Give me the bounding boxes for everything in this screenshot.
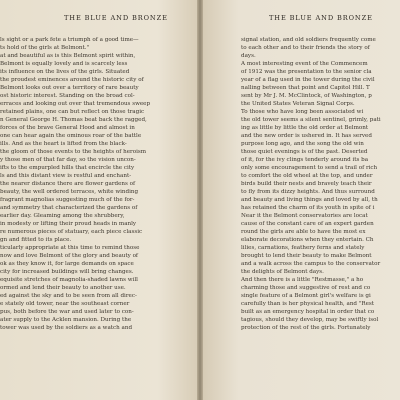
text-line: re numerous pieces of statuary, each piece classic bbox=[0, 229, 143, 235]
text-line: gn and fitted to its place. bbox=[0, 237, 72, 243]
text-line: the old tower seems a silent sentinel, grimly, pati bbox=[241, 117, 381, 123]
text-line: elaborate decorations when they entertain. Ch bbox=[241, 237, 374, 243]
text-line: earlier day. Gleaming among the shrubbery, bbox=[0, 213, 125, 219]
right-page-text bbox=[241, 36, 400, 332]
text-line: the delights of Belmont days. bbox=[241, 269, 324, 275]
text-line: signal station, and old soldiers frequently come bbox=[241, 37, 376, 43]
text-line: n General George H. Thomas beat back the ragged, bbox=[0, 117, 147, 123]
text-line: Belmont looks out over a territory of rare beauty bbox=[0, 85, 139, 91]
text-line: to comfort the old wheel at the top, and under bbox=[241, 173, 373, 179]
text-line: ls and this distant view is restful and enchant- bbox=[0, 173, 132, 179]
text-line: the gloom of those events to the heights of heroism bbox=[0, 149, 147, 155]
text-line: ls sight or a park fete a triumph of a good time— bbox=[0, 37, 139, 43]
text-line: one can hear again the ominous roar of the battle bbox=[0, 133, 142, 139]
text-line: ok as they know it, for large demands on space bbox=[0, 261, 134, 267]
text-line: cause of the constant care of an expert garden bbox=[241, 221, 374, 227]
text-line: ing as little by little the old order at Belmont bbox=[241, 125, 369, 131]
text-line: Near it the Belmont conservatories are locat bbox=[241, 213, 368, 219]
left-page bbox=[0, 0, 197, 400]
text-line: y those men of that far day, so the vision uncon- bbox=[0, 157, 136, 163]
text-line: ts hold of the girls at Belmont." bbox=[0, 45, 90, 51]
text-line: and a walk across the campus to the conservator bbox=[241, 261, 381, 267]
text-line: protection of the rest of the girls. Fortunately bbox=[241, 325, 371, 331]
text-line: Belmont is equally lovely and is scarcely less bbox=[0, 61, 128, 67]
text-line: e stately old tower, near the southeast corner bbox=[0, 301, 130, 307]
text-line: its influence on the lives of the girls. Situated bbox=[0, 69, 130, 75]
text-line: charming those and suggestive of rest and co bbox=[241, 285, 371, 291]
text-line: retained plains, one can but reflect on those tragic bbox=[0, 109, 145, 115]
right-page bbox=[203, 0, 400, 400]
text-line: to fly from its dizzy heights. And thus surround bbox=[241, 189, 375, 195]
text-line: and beauty and living things and loved by all, th bbox=[241, 197, 378, 203]
text-line: carefully than is her physical health, and "Rest bbox=[241, 301, 375, 307]
text-line: days. bbox=[241, 53, 256, 59]
text-line: now and love Belmont of the glory and beauty of bbox=[0, 253, 139, 259]
text-line: tagious, should they develop, may be swiftly isol bbox=[241, 317, 379, 323]
text-line: brought to lend their beauty to make Belmont bbox=[241, 253, 372, 259]
text-line: built as an emergency hospital in order that co bbox=[241, 309, 375, 315]
left-running-head: THE BLUE AND BRONZE bbox=[64, 14, 168, 22]
text-line: and the new order is ushered in. It has served bbox=[241, 133, 372, 139]
text-line: the nearer distance there are flower gardens of bbox=[0, 181, 136, 187]
text-line: round the girls are able to have the most ex bbox=[241, 229, 366, 235]
text-line: pus, both before the war and used later to con- bbox=[0, 309, 134, 315]
text-line: year of a flag used in the tower during the civil bbox=[241, 77, 375, 83]
text-line: erraces and looking out over that tremendous sweep bbox=[0, 101, 151, 107]
text-line: has retained the charm of its youth in spite of i bbox=[241, 205, 375, 211]
text-line: A most interesting event of the Commencem bbox=[241, 61, 368, 67]
text-line: to each other and to their friends the story of bbox=[241, 45, 370, 51]
text-line: those quiet evenings is of the past. Deserted bbox=[241, 149, 368, 155]
text-line: tower was used by the soldiers as a watch and bbox=[0, 325, 133, 331]
text-line: equisite stretches of magnolia-shaded lawns will bbox=[0, 277, 138, 283]
text-line: ost historic interest. Standing on the broad col- bbox=[0, 93, 135, 99]
text-line: ticularly appropriate at this time to remind those bbox=[0, 245, 140, 251]
left-page-text bbox=[0, 36, 190, 332]
text-line: birds build their nests and bravely teach their bbox=[241, 181, 372, 187]
text-line: beauty, the well ordered terraces, white winding bbox=[0, 189, 139, 195]
text-line: purpose long ago, and the song the old win bbox=[241, 141, 364, 147]
text-line: ormed and lend their beauty to another use. bbox=[0, 285, 126, 291]
text-line: at and beautiful as is this Belmont spirit within, bbox=[0, 53, 136, 59]
text-line: ills. And as the heart is lifted from the black- bbox=[0, 141, 127, 147]
text-line: and symmetry that characterized the gardens of bbox=[0, 205, 138, 211]
text-line: ed against the sky and to be seen from all direc- bbox=[0, 293, 137, 299]
right-running-head: THE BLUE AND BRONZE bbox=[269, 14, 373, 22]
text-line: city for increased buildings will bring changes. bbox=[0, 269, 134, 275]
text-line: nalling between that point and Capitol Hill. T bbox=[241, 85, 370, 91]
text-line: only some encouragement to send a trail of rich bbox=[241, 165, 378, 171]
text-line: sent by Mr J. M. McClintock, of Washington, p bbox=[241, 93, 372, 99]
text-line: the United States Veteran Signal Corps. bbox=[241, 101, 355, 107]
text-line: lilies, carnations, feathery ferns and stately bbox=[241, 245, 365, 251]
text-line: of 1912 was the presentation to the senior cla bbox=[241, 69, 372, 75]
text-line: And then there is a little "Restmasse," a ho bbox=[241, 277, 364, 283]
text-line: forces of the brave General Hood and almost in bbox=[0, 125, 135, 131]
text-line: fragrant magnolias suggesting much of the for- bbox=[0, 197, 135, 203]
text-line: in modesty or lifting their proud heads in manly bbox=[0, 221, 137, 227]
text-line: To those who have long been associated wi bbox=[241, 109, 364, 115]
text-line: ifts to the empurpled hills that encircle the city bbox=[0, 165, 135, 171]
text-line: ater supply to the Acklen mansion. During the bbox=[0, 317, 132, 323]
text-line: of it, for the ivy clings tenderly around its ba bbox=[241, 157, 369, 163]
text-line: the proudest eminences around the historic city of bbox=[0, 77, 144, 83]
text-line: single feature of a Belmont girl's welfare is gi bbox=[241, 293, 371, 299]
